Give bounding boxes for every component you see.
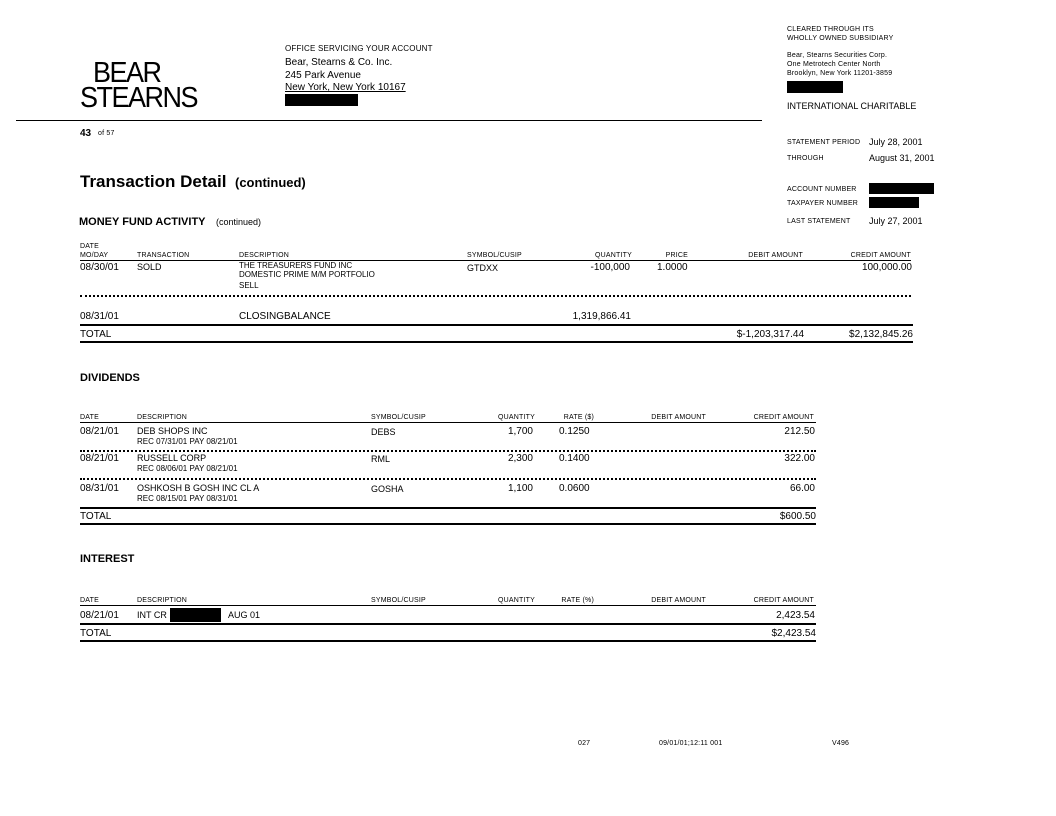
col-description: DESCRIPTION bbox=[137, 414, 188, 421]
row-desc: OSHKOSH B GOSH INC CL A bbox=[137, 483, 260, 493]
last-statement-value: July 27, 2001 bbox=[869, 216, 923, 226]
col-transaction: TRANSACTION bbox=[137, 252, 190, 259]
col-symbol: SYMBOL/CUSIP bbox=[371, 597, 426, 604]
redaction-office bbox=[285, 94, 358, 106]
row-sub: REC 08/15/01 PAY 08/31/01 bbox=[137, 494, 238, 503]
col-rate: RATE (%) bbox=[561, 597, 594, 604]
office-city: New York, New York 10167 bbox=[285, 82, 406, 93]
col-price: PRICE bbox=[665, 252, 688, 259]
row-quantity: -100,000 bbox=[590, 262, 630, 273]
row-symbol: DEBS bbox=[371, 427, 396, 437]
row-separator bbox=[80, 478, 816, 480]
redaction-taxpayer-number bbox=[869, 197, 919, 208]
total-label: TOTAL bbox=[80, 329, 112, 340]
logo-line-1: BEAR bbox=[93, 56, 161, 89]
total-credit: $600.50 bbox=[779, 511, 816, 522]
row-quantity: 1,700 bbox=[507, 426, 533, 437]
row-symbol: GOSHA bbox=[371, 484, 404, 494]
col-quantity: QUANTITY bbox=[595, 252, 632, 259]
closing-label: CLOSINGBALANCE bbox=[239, 311, 331, 322]
row-price: 1.0000 bbox=[657, 262, 688, 273]
col-quantity: QUANTITY bbox=[498, 597, 535, 604]
page-of: of 57 bbox=[98, 130, 115, 137]
total-bottom-rule bbox=[80, 341, 913, 343]
money-fund-header-rule bbox=[80, 260, 911, 261]
row-desc: DEB SHOPS INC bbox=[137, 426, 208, 436]
col-credit: CREDIT AMOUNT bbox=[850, 252, 911, 259]
col-quantity: QUANTITY bbox=[498, 414, 535, 421]
row-quantity: 2,300 bbox=[507, 453, 533, 464]
row-date: 08/21/01 bbox=[80, 610, 119, 621]
total-top-rule bbox=[80, 324, 913, 326]
total-top-rule bbox=[80, 507, 816, 509]
clearing-city: Brooklyn, New York 11201-3859 bbox=[787, 70, 893, 77]
account-number-label: ACCOUNT NUMBER bbox=[787, 186, 857, 193]
col-credit: CREDIT AMOUNT bbox=[753, 597, 814, 604]
total-bottom-rule bbox=[80, 640, 816, 642]
total-debit: $-1,203,317.44 bbox=[736, 329, 804, 340]
clearing-street: One Metrotech Center North bbox=[787, 61, 881, 68]
row-desc-2: DOMESTIC PRIME M/M PORTFOLIO bbox=[239, 270, 375, 279]
dividends-heading: DIVIDENDS bbox=[80, 372, 140, 384]
row-sub: REC 07/31/01 PAY 08/21/01 bbox=[137, 437, 238, 446]
page-title-continued: (continued) bbox=[235, 175, 306, 190]
closing-date: 08/31/01 bbox=[80, 311, 119, 322]
col-description: DESCRIPTION bbox=[239, 252, 290, 259]
row-quantity: 1,100 bbox=[507, 483, 533, 494]
row-separator bbox=[80, 295, 911, 297]
dividends-header-rule bbox=[80, 422, 816, 423]
col-debit: DEBIT AMOUNT bbox=[748, 252, 803, 259]
total-credit: $2,132,845.26 bbox=[849, 329, 913, 340]
total-label: TOTAL bbox=[80, 511, 112, 522]
row-sub: REC 08/06/01 PAY 08/21/01 bbox=[137, 464, 238, 473]
row-desc-suffix: AUG 01 bbox=[228, 610, 261, 620]
total-label: TOTAL bbox=[80, 628, 112, 639]
total-bottom-rule bbox=[80, 523, 816, 525]
col-date: MO/DAY bbox=[80, 252, 109, 259]
interest-heading: INTEREST bbox=[80, 553, 135, 565]
header-rule bbox=[16, 120, 762, 121]
redaction-account-number bbox=[869, 183, 934, 194]
row-desc: INT CR bbox=[137, 610, 167, 620]
office-street: 245 Park Avenue bbox=[285, 70, 361, 81]
footer-timestamp: 09/01/01;12:11 001 bbox=[659, 740, 723, 747]
row-rate: 0.1400 bbox=[559, 453, 590, 464]
row-symbol: RML bbox=[371, 454, 391, 464]
money-fund-heading-continued: (continued) bbox=[216, 217, 262, 227]
col-rate: RATE ($) bbox=[563, 414, 594, 421]
bear-stearns-logo bbox=[80, 56, 198, 114]
total-credit: $2,423.54 bbox=[771, 628, 816, 639]
row-transaction: SOLD bbox=[137, 262, 162, 272]
row-date: 08/21/01 bbox=[80, 453, 119, 464]
row-credit: 100,000.00 bbox=[861, 262, 912, 273]
col-symbol: SYMBOL/CUSIP bbox=[467, 252, 522, 259]
row-date: 08/31/01 bbox=[80, 483, 119, 494]
interest-header-rule bbox=[80, 605, 816, 606]
row-rate: 0.1250 bbox=[559, 426, 590, 437]
row-credit: 2,423.54 bbox=[776, 610, 815, 621]
statement-period-value: July 28, 2001 bbox=[869, 137, 923, 147]
col-credit: CREDIT AMOUNT bbox=[753, 414, 814, 421]
page-title: Transaction Detail bbox=[80, 172, 227, 191]
redaction-clearing bbox=[787, 81, 843, 93]
row-rate: 0.0600 bbox=[559, 483, 590, 494]
footer-code-1: 027 bbox=[578, 740, 591, 747]
row-date: 08/21/01 bbox=[80, 426, 119, 437]
redaction-interest-account bbox=[170, 608, 221, 622]
col-description: DESCRIPTION bbox=[137, 597, 188, 604]
last-statement-label: LAST STATEMENT bbox=[787, 218, 851, 225]
row-symbol: GTDXX bbox=[467, 263, 499, 273]
col-symbol: SYMBOL/CUSIP bbox=[371, 414, 426, 421]
total-top-rule bbox=[80, 623, 816, 625]
money-fund-heading: MONEY FUND ACTIVITY bbox=[79, 216, 206, 228]
row-separator bbox=[80, 450, 816, 452]
col-debit: DEBIT AMOUNT bbox=[651, 414, 706, 421]
row-credit: 212.50 bbox=[784, 426, 815, 437]
office-name: Bear, Stearns & Co. Inc. bbox=[285, 57, 393, 68]
closing-value: 1,319,866.41 bbox=[572, 311, 631, 322]
row-desc-1: THE TREASURERS FUND INC bbox=[239, 261, 353, 270]
col-date: DATE bbox=[80, 597, 99, 604]
row-date: 08/30/01 bbox=[80, 262, 119, 273]
through-value: August 31, 2001 bbox=[869, 153, 935, 163]
clearing-line-1: CLEARED THROUGH ITS bbox=[787, 26, 874, 33]
row-desc-3: SELL bbox=[239, 281, 259, 290]
office-heading: OFFICE SERVICING YOUR ACCOUNT bbox=[285, 44, 433, 53]
through-label: THROUGH bbox=[787, 155, 824, 162]
col-debit: DEBIT AMOUNT bbox=[651, 597, 706, 604]
logo-line-2: STEARNS bbox=[80, 82, 198, 114]
row-credit: 66.00 bbox=[789, 483, 815, 494]
row-credit: 322.00 bbox=[784, 453, 815, 464]
footer-code-2: V496 bbox=[832, 740, 850, 747]
col-date-top: DATE bbox=[80, 243, 99, 250]
page-number: 43 bbox=[80, 128, 92, 139]
clearing-line-2: WHOLLY OWNED SUBSIDIARY bbox=[787, 35, 894, 42]
col-date: DATE bbox=[80, 414, 99, 421]
row-desc: RUSSELL CORP bbox=[137, 453, 207, 463]
clearing-firm: Bear, Stearns Securities Corp. bbox=[787, 52, 888, 59]
account-name: INTERNATIONAL CHARITABLE bbox=[787, 101, 917, 111]
statement-period-label: STATEMENT PERIOD bbox=[787, 139, 861, 146]
taxpayer-number-label: TAXPAYER NUMBER bbox=[787, 200, 859, 207]
